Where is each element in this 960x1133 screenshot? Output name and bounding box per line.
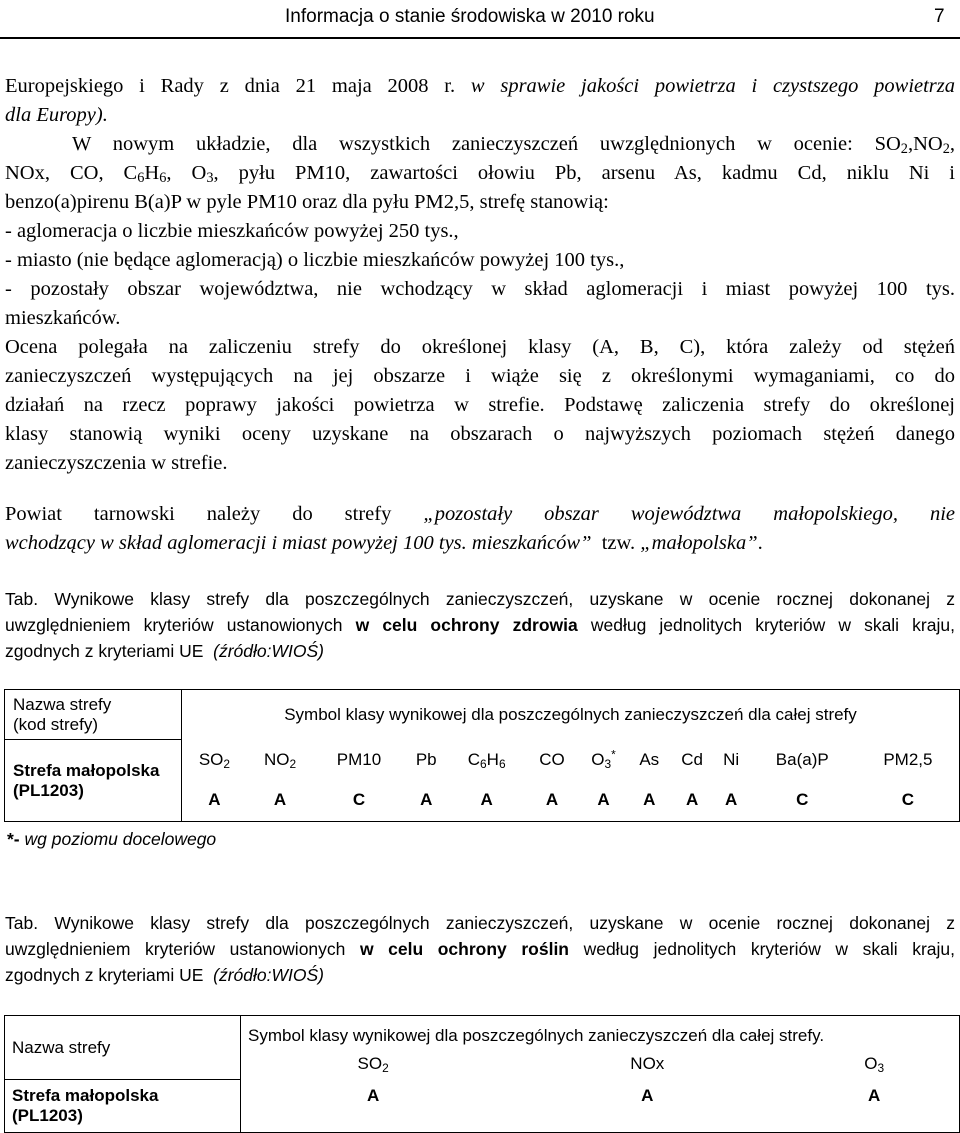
- pollutant-no2: [247, 740, 313, 780]
- zone-header-cell: [5, 690, 182, 740]
- text: ,: [949, 133, 955, 155]
- class-pm10: C: [313, 780, 405, 822]
- class-pb: A: [405, 780, 448, 822]
- symbol-header: Symbol klasy wynikowej dla poszczególnych zanieczyszczeń dla całej strefy.: [248, 1026, 825, 1045]
- zone-header: Nazwa strefy: [13, 694, 112, 714]
- assessment-line-2: zanieczyszczeń występujących na jej obszarze i wiąże się z określonymi wymaganiami, co do: [5, 365, 955, 387]
- sub: 2: [382, 1060, 389, 1075]
- source: (źródło:WIOŚ): [213, 641, 324, 661]
- text: H: [144, 162, 160, 184]
- criterion-bold: w celu ochrony roślin: [359, 939, 569, 959]
- zone-name-cell: [5, 740, 182, 822]
- directive-title-cont: dla Europy).: [5, 104, 108, 126]
- footnote-text: wg poziomu docelowego: [24, 829, 217, 849]
- label: O: [591, 749, 605, 769]
- health-classes-table: [4, 689, 960, 822]
- pollutant-cd: Cd: [681, 749, 703, 769]
- class-pm25: C: [857, 780, 960, 822]
- zone-name-cell: [5, 1080, 241, 1133]
- table2-caption-line-1: Tab. Wynikowe klasy strefy dla poszczególnych zanieczyszczeń, uzyskane w ocenie rocznej dokonanej z: [5, 913, 955, 933]
- so2-column: [241, 1053, 506, 1133]
- text: według jednolitych kryteriów w skali kraju,: [590, 615, 955, 635]
- sub: 2: [942, 141, 950, 157]
- county-line-1: [5, 500, 955, 529]
- assessment-line-5: zanieczyszczenia w strefie.: [5, 452, 228, 474]
- zone-short-name: „małopolska”: [640, 532, 758, 554]
- class-c6h6: A: [448, 780, 526, 822]
- zone-code: (PL1203): [13, 780, 84, 800]
- table1-caption-line-3: [5, 638, 955, 664]
- text: uwzględnieniem kryteriów ustanowionych: [5, 615, 343, 635]
- sub: 6: [480, 756, 487, 771]
- text: Powiat tarnowski należy do strefy: [5, 503, 392, 525]
- pollutant-bap: Ba(a)P: [775, 749, 829, 769]
- zone-code: (PL1203): [12, 1106, 83, 1125]
- label: O: [864, 1053, 878, 1073]
- class-ni: A: [715, 780, 748, 822]
- sub: 6: [137, 170, 145, 186]
- assessment-line-1: Ocena polegała na zaliczeniu strefy do określonej klasy (A, B, C), która zależy od stężeń: [5, 336, 955, 358]
- pollutant-o3: [578, 740, 629, 780]
- table2-caption-line-3: [5, 962, 955, 988]
- pollutant-c6h6: $C_6H_6$: [467, 749, 506, 771]
- nox-column: [505, 1053, 789, 1133]
- page-header: [0, 0, 960, 42]
- county-line-2: [5, 529, 955, 558]
- page-number: 7: [934, 6, 945, 27]
- zone-name: Strefa małopolska: [12, 1086, 159, 1105]
- zones-item-1: - aglomeracja o liczbie mieszkańców powyżej 250 tys.,: [5, 220, 459, 242]
- table1-footnote: [7, 826, 957, 852]
- plants-classes-table: [4, 1015, 960, 1133]
- zone-name-italic: „pozostały obszar województwa małopolskiego, nie: [423, 503, 955, 525]
- zones-item-3-cont: mieszkańców.: [5, 307, 121, 329]
- class-bap: C: [748, 780, 857, 822]
- sub: 2: [900, 141, 908, 157]
- text: , O: [166, 162, 207, 184]
- directive-text: Europejskiego i Rady z dnia 21 maja 2008 r.: [5, 75, 456, 97]
- zones-line-2: [5, 159, 955, 188]
- text: NOx, CO, C: [5, 162, 138, 184]
- text: zgodnych z kryteriami UE: [5, 641, 204, 661]
- label: C: [467, 749, 481, 769]
- text: ,NO: [907, 133, 943, 155]
- class-cd: A: [670, 780, 715, 822]
- zones-item-2: - miasto (nie będące aglomeracją) o liczbie mieszkańców powyżej 100 tys.,: [5, 249, 625, 271]
- pollutant-as: As: [639, 749, 660, 769]
- assessment-line-3: działań na rzecz poprawy jakości powietrza w strefie. Podstawę zaliczenia strefy do określonej: [5, 394, 955, 416]
- symbol-header-cell: Symbol klasy wynikowej dla poszczególnych zanieczyszczeń dla całej strefy: [182, 690, 960, 740]
- text: W nowym układzie, dla wszystkich zanieczyszczeń uwzględnionych w ocenie: SO: [72, 133, 901, 155]
- zone-name-italic: wchodzący w skład aglomeracji i miast powyżej 100 tys. mieszkańców”: [5, 532, 592, 554]
- pollutant-pm10: PM10: [336, 749, 382, 769]
- footnote-star: *-: [7, 829, 20, 849]
- class-as: A: [629, 780, 670, 822]
- table1-caption-line-1: Tab. Wynikowe klasy strefy dla poszczególnych zanieczyszczeń, uzyskane w ocenie rocznej dokonanej z: [5, 589, 955, 609]
- table2-caption-line-2: [5, 936, 955, 962]
- pollutant-pm25: PM2,5: [857, 740, 960, 780]
- footnote-mark: *: [611, 746, 616, 761]
- text: , pyłu PM10, zawartości ołowiu Pb, arsenu As, kadmu Cd, niklu Ni i: [213, 162, 955, 184]
- zones-line-1: [5, 130, 955, 159]
- assessment-line-4: klasy stanowią wyniki oceny uzyskane na obszarach o najwyższych poziomach stężeń danego: [5, 423, 955, 445]
- label: SO: [198, 749, 224, 769]
- label: SO: [357, 1053, 383, 1073]
- header-rule: [0, 37, 960, 39]
- criterion-bold: w celu ochrony zdrowia: [355, 615, 578, 635]
- class-no2: A: [247, 780, 313, 822]
- header-title: Informacja o stanie środowiska w 2010 roku: [285, 6, 655, 27]
- text: zgodnych z kryteriami UE: [5, 965, 204, 985]
- class-nox: A: [641, 1085, 654, 1105]
- class-o3: A: [578, 780, 629, 822]
- class-so2: A: [182, 780, 247, 822]
- class-o3: A: [868, 1085, 881, 1105]
- text: tzw.: [601, 532, 636, 554]
- o3-column: [789, 1053, 959, 1133]
- pollutant-so2: [241, 1054, 505, 1080]
- pollutant-pb: Pb: [415, 749, 437, 769]
- pollutant-o3: [789, 1054, 959, 1080]
- paragraph-directive: [5, 72, 955, 101]
- text: .: [757, 532, 763, 554]
- sub: 3: [604, 756, 612, 771]
- sub: 2: [289, 756, 297, 771]
- class-co: A: [526, 780, 579, 822]
- text: według jednolitych kryteriów w skali kraju,: [583, 939, 955, 959]
- sub: 6: [498, 756, 506, 771]
- pollutant-ni: Ni: [723, 749, 740, 769]
- sub: 2: [223, 756, 231, 771]
- sub: 3: [206, 170, 214, 186]
- sub: 6: [159, 170, 167, 186]
- label: NO: [263, 749, 290, 769]
- zones-line-3: benzo(a)pirenu B(a)P w pyle PM10 oraz dla pyłu PM2,5, strefę stanowią:: [5, 191, 609, 213]
- class-so2: A: [366, 1085, 380, 1105]
- zone-name: Strefa małopolska: [13, 760, 160, 780]
- directive-title: w sprawie jakości powietrza i czystszego powietrza: [470, 75, 956, 97]
- pollutant-so2: [182, 740, 247, 780]
- text: uwzględnieniem kryteriów ustanowionych: [5, 939, 346, 959]
- zones-item-3: - pozostały obszar województwa, nie wchodzący w skład aglomeracji i miast powyżej 100 tys.: [5, 278, 955, 300]
- sub: 3: [877, 1060, 885, 1075]
- pollutant-co: CO: [539, 749, 565, 769]
- pollutant-nox: NOx: [630, 1053, 665, 1073]
- source: (źródło:WIOŚ): [213, 965, 324, 985]
- zone-code-header: (kod strefy): [13, 714, 99, 734]
- table1-caption-line-2: [5, 612, 955, 638]
- zone-header-cell: Nazwa strefy: [5, 1016, 241, 1080]
